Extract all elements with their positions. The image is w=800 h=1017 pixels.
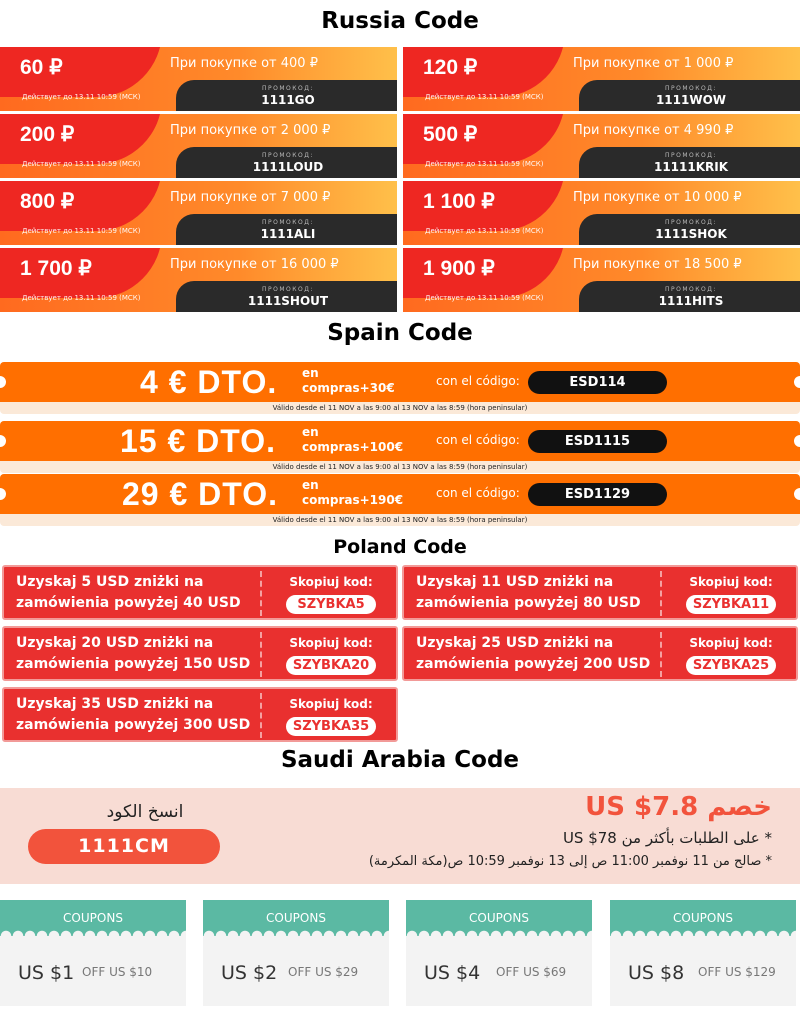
- russia-coupon-validity: Действует до 13.11 10:59 (МСК): [425, 160, 544, 168]
- russia-coupon-amount: 1 700 ₽: [20, 257, 92, 280]
- spain-min-purchase: compras+30€: [302, 381, 395, 395]
- coupon-perforation: [260, 571, 262, 616]
- poland-discount-text: Uzyskaj 11 USD zniżki na: [416, 574, 614, 590]
- poland-discount-text: Uzyskaj 20 USD zniżki na: [16, 635, 214, 651]
- spain-coupon-amount: 15 € DTO.: [120, 423, 277, 459]
- russia-coupon[interactable]: [403, 181, 800, 245]
- russia-coupon-condition: При покупке от 4 990 ₽: [573, 123, 734, 138]
- russia-promo-label: ПРОМОКОД:: [665, 85, 717, 92]
- spain-code-label: con el código:: [436, 486, 520, 500]
- coupon-scallop-edge: [406, 930, 592, 942]
- poland-promo-code[interactable]: SZYBKA5: [286, 595, 376, 614]
- coupon-card[interactable]: [203, 900, 389, 1006]
- poland-condition-text: zamówienia powyżej 40 USD: [16, 595, 241, 611]
- saudi-condition: * على الطلبات بأكثر من US $78: [562, 829, 772, 847]
- russia-coupon-validity: Действует до 13.11 10:59 (МСК): [22, 93, 141, 101]
- russia-promo-code[interactable]: 1111ALI: [260, 227, 316, 241]
- spain-validity: Válido desde el 11 NOV a las 9:00 al 13 NOV a las 8:59 (hora peninsular): [272, 404, 528, 412]
- russia-heading: Russia Code: [321, 8, 479, 34]
- russia-coupon-condition: При покупке от 400 ₽: [170, 56, 318, 71]
- poland-condition-text: zamówienia powyżej 200 USD: [416, 656, 651, 672]
- russia-promo-code[interactable]: 11111KRIK: [653, 160, 729, 174]
- saudi-coupon: [0, 788, 800, 884]
- russia-coupon[interactable]: [403, 248, 800, 312]
- coupon-threshold: OFF US $29: [288, 965, 359, 979]
- coupon-threshold: OFF US $69: [496, 965, 567, 979]
- poland-coupon[interactable]: [2, 687, 398, 742]
- russia-coupon-condition: При покупке от 18 500 ₽: [573, 257, 742, 272]
- coupon-card[interactable]: [0, 900, 186, 1006]
- poland-copy-label: Skopiuj kod:: [289, 697, 373, 711]
- coupon-card[interactable]: [610, 900, 796, 1006]
- russia-coupon-condition: При покупке от 7 000 ₽: [170, 190, 331, 205]
- russia-coupon-validity: Действует до 13.11 10:59 (МСК): [22, 160, 141, 168]
- poland-copy-label: Skopiuj kod:: [689, 636, 773, 650]
- poland-copy-label: Skopiuj kod:: [689, 575, 773, 589]
- russia-promo-code[interactable]: 1111HITS: [658, 294, 724, 308]
- coupon-value: US $8: [628, 962, 685, 984]
- spain-code-label: con el código:: [436, 433, 520, 447]
- ticket-notch: [794, 435, 800, 447]
- russia-coupon-amount: 1 100 ₽: [423, 190, 495, 213]
- russia-coupon[interactable]: [0, 114, 397, 178]
- russia-coupon[interactable]: [403, 114, 800, 178]
- poland-coupon[interactable]: [402, 626, 798, 681]
- russia-coupon-condition: При покупке от 10 000 ₽: [573, 190, 742, 205]
- poland-promo-code[interactable]: SZYBKA11: [686, 595, 776, 614]
- poland-discount-text: Uzyskaj 5 USD zniżki na: [16, 574, 204, 590]
- coupon-scallop-edge: [203, 930, 389, 942]
- spain-coupon-band: [0, 362, 800, 402]
- russia-coupon-condition: При покупке от 2 000 ₽: [170, 123, 331, 138]
- poland-coupon[interactable]: [402, 565, 798, 620]
- russia-coupon[interactable]: [0, 47, 397, 111]
- spain-validity: Válido desde el 11 NOV a las 9:00 al 13 NOV a las 8:59 (hora peninsular): [272, 516, 528, 524]
- spain-coupon[interactable]: [0, 474, 800, 526]
- poland-copy-label: Skopiuj kod:: [289, 636, 373, 650]
- poland-condition-text: zamówienia powyżej 300 USD: [16, 717, 251, 733]
- ticket-notch: [794, 376, 800, 388]
- spain-en-label: en: [302, 425, 319, 439]
- spain-promo-code[interactable]: ESD1129: [528, 483, 667, 506]
- russia-coupon-amount: 60 ₽: [20, 56, 63, 79]
- coupon-value: US $1: [18, 962, 75, 984]
- poland-discount-text: Uzyskaj 25 USD zniżki na: [416, 635, 614, 651]
- poland-promo-code[interactable]: SZYBKA20: [286, 656, 376, 675]
- poland-coupon[interactable]: [2, 626, 398, 681]
- coupon-value: US $2: [221, 962, 278, 984]
- russia-promo-code[interactable]: 1111LOUD: [252, 160, 324, 174]
- spain-code-label: con el código:: [436, 374, 520, 388]
- russia-coupon-validity: Действует до 13.11 10:59 (МСК): [425, 294, 544, 302]
- saudi-discount: خصم US $7.8: [585, 792, 772, 822]
- saudi-heading: Saudi Arabia Code: [280, 747, 520, 773]
- russia-promo-label: ПРОМОКОД:: [262, 286, 314, 293]
- poland-heading: Poland Code: [333, 536, 467, 558]
- russia-coupon-validity: Действует до 13.11 10:59 (МСК): [425, 93, 544, 101]
- poland-discount-text: Uzyskaj 35 USD zniżki na: [16, 696, 214, 712]
- coupon-header: COUPONS: [610, 900, 796, 936]
- russia-promo-label: ПРОМОКОД:: [262, 219, 314, 226]
- spain-coupon[interactable]: [0, 362, 800, 414]
- russia-coupon-condition: При покупке от 1 000 ₽: [573, 56, 734, 71]
- coupon-card[interactable]: [406, 900, 592, 1006]
- poland-condition-text: zamówienia powyżej 80 USD: [416, 595, 641, 611]
- spain-validity: Válido desde el 11 NOV a las 9:00 al 13 NOV a las 8:59 (hora peninsular): [272, 463, 528, 471]
- coupon-header: COUPONS: [0, 900, 186, 936]
- coupon-value: US $4: [424, 962, 481, 984]
- russia-coupon-amount: 120 ₽: [423, 56, 478, 79]
- russia-coupon[interactable]: [403, 47, 800, 111]
- russia-coupon-validity: Действует до 13.11 10:59 (МСК): [22, 294, 141, 302]
- coupon-threshold: OFF US $129: [698, 965, 776, 979]
- coupon-scallop-edge: [0, 930, 186, 942]
- spain-coupon-amount: 4 € DTO.: [140, 364, 278, 400]
- saudi-validity: * صالح من 11 نوفمبر 11:00 ص إلى 13 نوفمبر 10:59 ص(مكة المكرمة): [368, 854, 772, 869]
- spain-en-label: en: [302, 478, 319, 492]
- coupon-header: COUPONS: [406, 900, 592, 936]
- russia-coupon-amount: 200 ₽: [20, 123, 75, 146]
- saudi-copy-label: انسخ الكود: [106, 802, 184, 822]
- coupon-threshold: OFF US $10: [82, 965, 153, 979]
- russia-promo-code[interactable]: 1111SHOK: [655, 227, 727, 241]
- coupon-scallop-edge: [610, 930, 796, 942]
- poland-copy-label: Skopiuj kod:: [289, 575, 373, 589]
- coupon-header: COUPONS: [203, 900, 389, 936]
- russia-promo-label: ПРОМОКОД:: [665, 152, 717, 159]
- russia-coupon-grid: [0, 47, 800, 313]
- russia-coupon-validity: Действует до 13.11 10:59 (МСК): [425, 227, 544, 235]
- spain-min-purchase: compras+100€: [302, 440, 404, 454]
- russia-coupon-amount: 1 900 ₽: [423, 257, 495, 280]
- coupon-perforation: [260, 693, 262, 738]
- russia-promo-code[interactable]: 1111SHOUT: [247, 294, 329, 308]
- spain-heading: Spain Code: [327, 320, 473, 346]
- russia-coupon-amount: 800 ₽: [20, 190, 75, 213]
- spain-coupon-amount: 29 € DTO.: [122, 476, 279, 512]
- russia-coupon[interactable]: [0, 181, 397, 245]
- russia-promo-label: ПРОМОКОД:: [262, 85, 314, 92]
- russia-promo-label: ПРОМОКОД:: [665, 286, 717, 293]
- saudi-code-button[interactable]: 1111CM: [28, 829, 220, 864]
- russia-promo-code[interactable]: 1111WOW: [655, 93, 727, 107]
- russia-promo-label: ПРОМОКОД:: [262, 152, 314, 159]
- coupon-perforation: [660, 571, 662, 616]
- spain-min-purchase: compras+190€: [302, 493, 404, 507]
- spain-en-label: en: [302, 366, 319, 380]
- russia-promo-code[interactable]: 1111GO: [261, 93, 315, 107]
- poland-promo-code[interactable]: SZYBKA35: [286, 717, 376, 736]
- russia-coupon[interactable]: [0, 248, 397, 312]
- coupon-perforation: [260, 632, 262, 677]
- coupon-perforation: [660, 632, 662, 677]
- ticket-notch: [794, 488, 800, 500]
- russia-coupon-amount: 500 ₽: [423, 123, 478, 146]
- poland-promo-code[interactable]: SZYBKA25: [686, 656, 776, 675]
- russia-coupon-validity: Действует до 13.11 10:59 (МСК): [22, 227, 141, 235]
- russia-promo-label: ПРОМОКОД:: [665, 219, 717, 226]
- poland-coupon[interactable]: [2, 565, 398, 620]
- russia-coupon-condition: При покупке от 16 000 ₽: [170, 257, 339, 272]
- poland-condition-text: zamówienia powyżej 150 USD: [16, 656, 251, 672]
- spain-promo-code[interactable]: ESD114: [528, 371, 667, 394]
- spain-promo-code[interactable]: ESD1115: [528, 430, 667, 453]
- spain-coupon[interactable]: [0, 421, 800, 473]
